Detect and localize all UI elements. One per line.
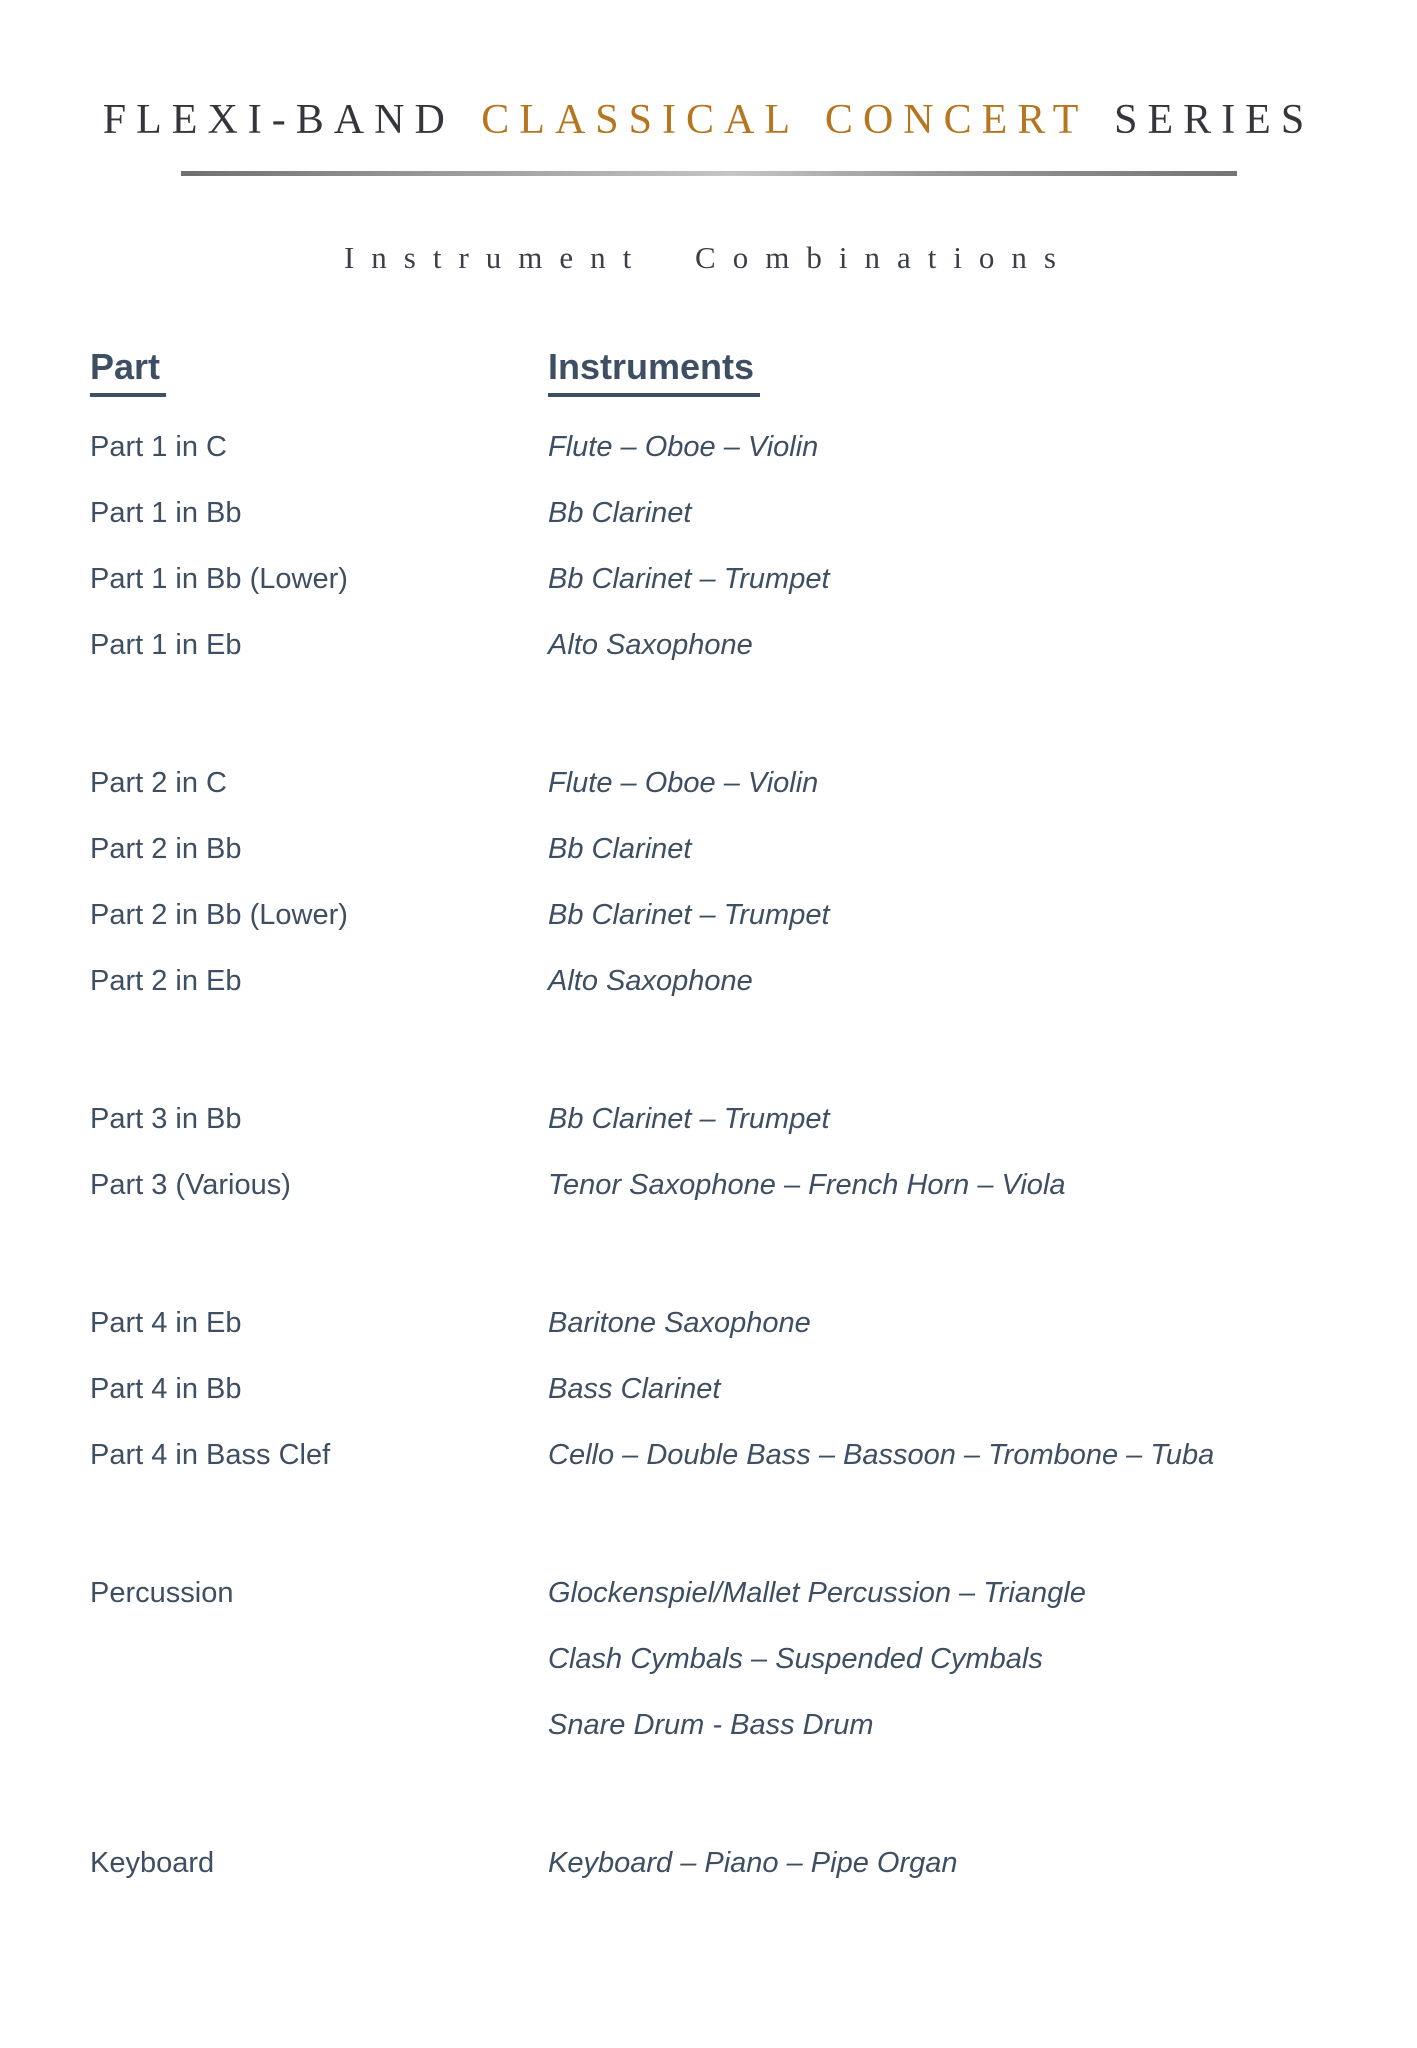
title-segment-classical-concert: CLASSICAL CONCERT	[481, 97, 1088, 143]
part-group-3	[90, 1087, 1417, 1219]
instruments-cell: Bb Clarinet – Trumpet	[548, 899, 830, 932]
part-group-1	[90, 415, 1417, 679]
instruments-cell: Bb Clarinet	[548, 833, 692, 866]
part-cell: Part 1 in C	[90, 431, 227, 464]
table-row	[90, 1357, 1417, 1423]
page-title	[0, 96, 1417, 144]
table-row	[90, 415, 1417, 481]
instruments-cell: Glockenspiel/Mallet Percussion – Triangle	[548, 1577, 1086, 1610]
instruments-cell: Cello – Double Bass – Bassoon – Trombone – Tuba	[548, 1439, 1215, 1472]
title-divider-rule	[181, 171, 1237, 176]
table-row	[90, 1561, 1417, 1627]
instruments-cell: Flute – Oboe – Violin	[548, 431, 819, 464]
part-cell: Percussion	[90, 1577, 234, 1610]
page-subtitle: Instrument Combinations	[343, 240, 1073, 275]
part-column-header: Part	[90, 346, 548, 397]
title-segment-series: SERIES	[1114, 97, 1315, 143]
table-row	[90, 817, 1417, 883]
table-row	[90, 613, 1417, 679]
instruments-cell: Tenor Saxophone – French Horn – Viola	[548, 1169, 1066, 1202]
part-group-2	[90, 751, 1417, 1015]
part-cell: Part 2 in C	[90, 767, 227, 800]
table-row	[90, 481, 1417, 547]
keyboard-group	[90, 1831, 1417, 1897]
table-body	[90, 415, 1417, 1897]
part-cell: Part 1 in Bb	[90, 497, 242, 530]
table-row	[90, 547, 1417, 613]
table-row	[90, 1627, 1417, 1693]
table-row	[90, 1423, 1417, 1489]
table-row	[90, 1693, 1417, 1759]
instrument-combinations-table	[90, 346, 1417, 1897]
part-cell: Part 1 in Eb	[90, 629, 242, 662]
part-cell: Keyboard	[90, 1847, 215, 1880]
instruments-column-header: Instruments	[548, 346, 1417, 397]
table-header-row	[90, 346, 1417, 397]
instruments-cell: Bass Clarinet	[548, 1373, 721, 1406]
part-cell: Part 4 in Bass Clef	[90, 1439, 331, 1472]
instruments-cell: Snare Drum - Bass Drum	[548, 1709, 874, 1742]
percussion-group	[90, 1561, 1417, 1759]
instruments-cell: Bb Clarinet – Trumpet	[548, 563, 830, 596]
instruments-cell: Baritone Saxophone	[548, 1307, 811, 1340]
instruments-cell: Keyboard – Piano – Pipe Organ	[548, 1847, 958, 1880]
part-cell: Part 1 in Bb (Lower)	[90, 563, 348, 596]
part-cell: Part 2 in Bb (Lower)	[90, 899, 348, 932]
table-row	[90, 1153, 1417, 1219]
table-row	[90, 1087, 1417, 1153]
instruments-cell: Bb Clarinet – Trumpet	[548, 1103, 830, 1136]
instruments-cell: Flute – Oboe – Violin	[548, 767, 819, 800]
part-cell: Part 3 (Various)	[90, 1169, 291, 1202]
table-row	[90, 883, 1417, 949]
part-cell: Part 4 in Bb	[90, 1373, 242, 1406]
table-row	[90, 1291, 1417, 1357]
table-row	[90, 949, 1417, 1015]
title-segment-flexi-band: FLEXI-BAND	[102, 97, 455, 143]
part-cell: Part 4 in Eb	[90, 1307, 242, 1340]
instruments-cell: Alto Saxophone	[548, 629, 753, 662]
table-row	[90, 1831, 1417, 1897]
instruments-cell: Bb Clarinet	[548, 497, 692, 530]
table-row	[90, 751, 1417, 817]
instruments-cell: Alto Saxophone	[548, 965, 753, 998]
part-cell: Part 3 in Bb	[90, 1103, 242, 1136]
part-group-4	[90, 1291, 1417, 1489]
part-cell: Part 2 in Bb	[90, 833, 242, 866]
part-cell: Part 2 in Eb	[90, 965, 242, 998]
instruments-cell: Clash Cymbals – Suspended Cymbals	[548, 1643, 1043, 1676]
